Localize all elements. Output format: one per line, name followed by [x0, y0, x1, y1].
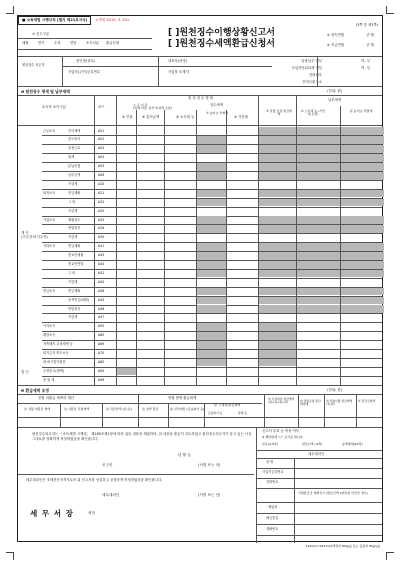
shaded-cell: [259, 350, 296, 358]
row-code: A05: [98, 164, 105, 169]
shaded-cell: [197, 305, 226, 313]
shaded-cell: [341, 270, 384, 278]
row-code: A22: [98, 199, 105, 204]
col-payment: 소 득 지 급 (과세 미달, 일부 비과세 포함): [133, 103, 172, 110]
refund-field-bank: 예입처: [268, 505, 278, 509]
shaded-cell: [259, 270, 296, 278]
shaded-cell: [341, 252, 384, 260]
agent-sign-note: (서명 또는 인): [198, 493, 221, 497]
shaded-cell: [117, 368, 136, 376]
shaded-cell: [197, 199, 226, 207]
declaration-date: 년 월 일: [178, 453, 191, 457]
s2-sub-16: ⑯ 신탁재산 (금융회사 등): [170, 407, 205, 411]
shaded-cell: [297, 145, 340, 153]
crop-mark-top-left: [6, 6, 14, 14]
row-category: 퇴직소득: [43, 190, 56, 195]
form-title: [168, 28, 275, 51]
col-paid-tax: 납부세액: [328, 98, 342, 102]
type-amend: 수정: [54, 41, 61, 45]
agent-declaration: 세무대리인은 조세전문자격자로서 위 신고서를 성실하고 공정하게 작성하였음을 확인합니다.: [26, 478, 163, 482]
shaded-cell: [297, 243, 340, 251]
signer-sign-note: (서명 또는 인): [198, 463, 221, 467]
tax-office: 세 무 서 장: [30, 509, 74, 518]
value-bulk: 여, 부: [361, 59, 370, 63]
shaded-cell: [341, 297, 384, 305]
label-paydate: ③ 지급연월: [326, 43, 344, 47]
shaded-cell: [197, 341, 226, 349]
shaded-cell: [259, 297, 296, 305]
attach-item-2: 환급(7쪽~9쪽): [302, 442, 323, 446]
row-code: A30: [98, 235, 105, 240]
label-reg-no: 사업자(주민)등록번호: [68, 70, 101, 74]
s2-sub-12: ⑫ 전월 미환급 세액: [24, 407, 51, 411]
label-unit-tax: 사업자단위과세 여부: [291, 66, 322, 70]
row-code: A69: [98, 342, 105, 347]
type-refund: 환급신청: [106, 41, 120, 45]
shaded-cell: [341, 261, 384, 269]
row-category: 수정신고(세액): [43, 368, 64, 373]
col-paid-rural: ⑪ 농어촌 특별세: [349, 109, 373, 113]
col-withholding: 원 천 징 수 명 세: [188, 96, 214, 100]
label-address: 사업장 소재지: [168, 70, 189, 74]
attach-note: ※ 해당란에 "○" 표시를 합니다.: [262, 435, 304, 439]
row-divider: [42, 376, 382, 377]
s2-adjust-total: ⑲ 당월조정 환급세액계: [300, 399, 321, 406]
shaded-cell: [259, 136, 296, 144]
row-code: A44: [98, 262, 105, 266]
row-code: A80: [98, 359, 105, 364]
shaded-cell: [259, 252, 296, 260]
col-code: 코드: [98, 105, 105, 109]
col-adjust: ⑨ 당월 조정 환급세액: [266, 109, 292, 116]
shaded-cell: [341, 225, 384, 233]
shaded-cell: [197, 145, 226, 153]
s2-current-refund: 당월 발생 환급세액: [168, 396, 197, 400]
row-category: 비거주자 양도소득: [43, 351, 69, 355]
attach-item-1: 부표(4-5쪽): [262, 442, 278, 446]
row-code: A10: [98, 181, 105, 186]
col-tax-collected: 징수세액: [210, 103, 224, 107]
form-ref-label: ■ 소득세법 시행규칙 [별지 제21호서식]: [18, 16, 91, 25]
shaded-cell: [259, 305, 296, 313]
shaded-cell: [341, 154, 384, 162]
col-people: ④ 인원: [122, 115, 133, 119]
col-paid-income: ⑩ 소득세 등 (가산세 포함): [300, 109, 326, 116]
row-subcategory: 종교인매월: [68, 253, 84, 258]
shaded-cell: [259, 261, 296, 269]
paper-spec: 210mm×297mm[백상지 80g/㎡ 또는 중질지 80g/㎡]: [305, 544, 380, 548]
form-reference: [18, 16, 130, 24]
section1-heading: ❶ 원천징수 명세 및 납부세액: [21, 89, 70, 94]
refund-field-type: 예금종류: [266, 516, 279, 520]
row-category: 사업소득: [43, 217, 56, 222]
label-corp-name: 법인명(상호): [76, 59, 96, 63]
shaded-cell: [259, 199, 296, 207]
row-code: A42: [98, 270, 105, 275]
shaded-cell: [259, 216, 296, 224]
shaded-cell: [197, 163, 226, 171]
row-code: A45: [98, 297, 105, 302]
shaded-cell: [341, 136, 384, 144]
row-divider: [42, 313, 382, 314]
row-category: 내·외국법인원천: [43, 359, 66, 364]
agent-field-phone: 전화번호: [266, 480, 279, 484]
row-category: 기타소득: [43, 244, 56, 249]
agent-label: 세무대리인: [102, 493, 120, 497]
shaded-cell: [341, 172, 384, 180]
row-code: A21: [98, 190, 105, 195]
row-subcategory: 가감계: [68, 279, 78, 284]
row-divider: [42, 180, 382, 181]
row-code: A90: [98, 368, 105, 373]
label-bulk: 일괄납부 여부: [301, 59, 322, 63]
shaded-cell: [197, 332, 226, 340]
shaded-cell: [197, 136, 226, 144]
row-code: A70: [98, 351, 105, 355]
row-subcategory: 합계: [68, 155, 75, 160]
row-subcategory: 그 외: [68, 270, 76, 275]
type-half: 반기: [38, 41, 45, 45]
col-total-pay: ⑤ 총지급액: [142, 115, 160, 119]
shaded-cell: [259, 225, 296, 233]
shaded-cell: [259, 323, 296, 331]
row-code: A02: [98, 137, 105, 142]
shaded-cell: [297, 297, 340, 305]
shaded-cell: [197, 288, 226, 296]
row-code: A50: [98, 324, 105, 329]
row-code: A26: [98, 226, 105, 231]
shaded-cell: [297, 172, 340, 180]
row-subcategory: 일용근로: [68, 146, 81, 151]
title-line-report: [ ]원천징수이행상황신고서: [168, 28, 275, 38]
row-subcategory: 연말정산: [68, 226, 81, 231]
shaded-cell: [197, 350, 226, 358]
withholding-tax-form: [17, 15, 383, 548]
label-phone: 전화번호: [308, 73, 322, 77]
shaded-cell: [297, 261, 340, 269]
section2-heading: ❷ 환급세액 조정: [21, 388, 49, 393]
shaded-cell: [259, 127, 296, 135]
agent-panel-heading: 세무대리인: [308, 452, 325, 456]
row-subcategory: 연금계좌: [68, 190, 81, 195]
label-attribution: ② 귀속연월: [326, 33, 344, 37]
shaded-cell: [259, 359, 296, 367]
shaded-cell: [197, 216, 226, 224]
shaded-cell: [259, 341, 296, 349]
shaded-cell: [297, 252, 340, 260]
shaded-cell: [259, 288, 296, 296]
shaded-cell: [259, 243, 296, 251]
shaded-cell: [341, 243, 384, 251]
row-subcategory: 연금계좌: [68, 244, 81, 249]
row-subcategory: 납부금액: [68, 173, 81, 177]
s2-sub-14: ⑭ 차감잔액 (⑫-⑬): [106, 407, 132, 411]
crop-mark-bottom-right: [386, 552, 394, 560]
row-subcategory: 연말정산: [68, 306, 81, 311]
shaded-cell: [259, 154, 296, 162]
row-code: A41: [98, 244, 105, 249]
type-yearend: 연말: [70, 41, 77, 45]
shaded-cell: [297, 163, 340, 171]
refund-heading: 국세환급금 계좌신고 (환급금액 2천만원 미만인 경우): [298, 491, 368, 495]
shaded-cell: [197, 359, 226, 367]
value-attribution: 년 월: [366, 33, 374, 37]
refund-field-account: 계좌번호: [266, 527, 279, 531]
row-subcategory: 가감계: [68, 235, 78, 240]
label-email: 전자우편주소: [302, 80, 322, 84]
row-divider: [42, 233, 382, 234]
row-code: A99: [98, 377, 105, 382]
row-code: A48: [98, 288, 105, 293]
row-divider: [42, 207, 382, 208]
row-code: A47: [98, 315, 105, 320]
shaded-cell: [197, 252, 226, 260]
shaded-cell: [297, 154, 340, 162]
shaded-cell: [259, 145, 296, 153]
label-representative: 대표자(성명): [168, 59, 188, 63]
section1-unit: (단위: 원): [327, 89, 342, 93]
s2-prev-unrefunded: 전월 미환급 세액의 계산: [38, 396, 74, 400]
type-monthly: 매월: [22, 41, 29, 45]
row-category: 총 합 계: [43, 377, 55, 382]
shaded-cell: [197, 261, 226, 269]
row-category: 저축해지 추징세액 등: [43, 342, 73, 347]
shaded-cell: [341, 199, 384, 207]
declaration-text: 원천징수의무자는 「소득세법 시행령」 제185조제1항에 따라 위의 내용을 제출하며, 위 내용을 충분히 검토하였고 원천징수의무자가 알고 있는 사실 그대로를 정확하게 작성하였음을 확인합니다.: [32, 432, 252, 441]
row-code: A46: [98, 306, 105, 311]
agent-field-regno: 사업자등록번호: [262, 470, 284, 474]
shaded-cell: [341, 288, 384, 296]
attach-heading: 신고서 부표 등 작성 여부: [262, 429, 300, 433]
s2-adjust-target: ⑱ 조정대상 환급세액 (⑭+⑮+⑯+⑰): [268, 397, 295, 404]
row-subcategory: 중도퇴사: [68, 137, 81, 142]
shaded-cell: [341, 163, 384, 171]
row-subcategory: 그 외: [68, 199, 76, 204]
label-withholder: 원천징수 의무자: [22, 63, 45, 67]
shaded-cell: [297, 136, 340, 144]
value-unit-tax: 여, 부: [361, 66, 370, 70]
row-code: A20: [98, 208, 105, 213]
shaded-cell: [297, 216, 340, 224]
shaded-cell: [341, 127, 384, 135]
revision-note: <개정 2019. 3. 20>: [95, 17, 130, 22]
title-line-refund: [ ]원천징수세액환급신청서: [168, 39, 275, 50]
row-code: A04: [98, 155, 105, 160]
row-code: A25: [98, 217, 105, 222]
shaded-cell: [297, 270, 340, 278]
shaded-cell: [341, 305, 384, 313]
shaded-cell: [197, 297, 226, 305]
row-subcategory: 매월징수: [68, 217, 81, 222]
row-code: A43: [98, 253, 105, 258]
col-income-tax: ⑥ 소득세 등: [176, 115, 195, 119]
row-category: 연금소득: [43, 288, 56, 293]
shaded-cell: [297, 199, 340, 207]
row-subcategory: 가감계: [68, 181, 78, 186]
row-code: A40: [98, 279, 105, 284]
shaded-cell: [197, 323, 226, 331]
s2-carry-over: ⑳ 차월이월 환급세액 (⑱-⑲): [326, 399, 353, 406]
report-type-heading: ① 신고구분: [32, 32, 50, 36]
shaded-cell: [259, 190, 296, 198]
office-suffix: 귀하: [88, 511, 95, 515]
shaded-cell: [197, 243, 226, 251]
row-code: A01: [98, 128, 105, 133]
shaded-cell: [297, 127, 340, 135]
row-code: A06: [98, 173, 105, 177]
s2-refund-request: ㉑ 환급신청액: [358, 399, 376, 403]
shaded-cell: [259, 172, 296, 180]
s2-sub-17: ⑰ 그 밖의 환급세액: [214, 403, 241, 407]
value-paydate: 년 월: [366, 43, 374, 47]
group-corporate: 법 인: [21, 370, 29, 374]
row-code: A60: [98, 333, 105, 338]
row-divider: [42, 367, 382, 368]
row-category: 배당소득: [43, 333, 56, 338]
row-divider: [42, 278, 382, 279]
page-number: (3쪽 중 제1쪽): [355, 23, 378, 27]
shaded-cell: [297, 225, 340, 233]
shaded-cell: [197, 172, 226, 180]
row-subcategory: 가감계: [68, 208, 78, 213]
s2-sub-15: ⑮ 일반 환급: [142, 407, 159, 411]
shaded-cell: [341, 216, 384, 224]
row-code: A03: [98, 146, 105, 151]
row-subcategory: 종교인연말: [68, 262, 84, 266]
crop-mark-top-right: [386, 6, 394, 14]
section2-unit: (단위: 원): [327, 388, 342, 392]
col-add-tax: ⑧ 가산세: [234, 115, 248, 119]
attach-item-3: 승계명세(10쪽): [342, 442, 363, 446]
shaded-cell: [197, 270, 226, 278]
crop-mark-bottom-left: [6, 552, 14, 560]
row-subcategory: 간이세액: [68, 128, 81, 133]
row-subcategory: 가감계: [68, 315, 78, 320]
shaded-cell: [259, 163, 296, 171]
row-category: 근로소득: [43, 128, 56, 133]
s2-sub-13: ⑬ 기환급 신청세액: [64, 407, 90, 411]
row-category: 이자소득: [43, 324, 56, 329]
shaded-cell: [197, 225, 226, 233]
shaded-cell: [341, 190, 384, 198]
col-income-type: 소득자 소득구분: [42, 105, 67, 109]
row-subcategory: 분납신청: [68, 164, 81, 169]
type-disposal: 소득처분: [86, 41, 100, 45]
shaded-cell: [341, 145, 384, 153]
row-subcategory: 공적연금(매월): [68, 297, 89, 302]
agent-field-name: 성 명: [266, 460, 274, 464]
shaded-cell: [259, 332, 296, 340]
group-individual: 개 인 (거주자·비거주자): [21, 231, 48, 240]
shaded-cell: [297, 305, 340, 313]
shaded-cell: [297, 288, 340, 296]
s2-sub-merger: 합병 등: [238, 411, 247, 415]
shaded-cell: [297, 190, 340, 198]
signer-label: 신고인: [102, 463, 113, 467]
col-rural-tax: ⑦ 농어촌 특별세: [206, 111, 228, 115]
shaded-cell: [197, 190, 226, 198]
row-subcategory: 연금계좌: [68, 288, 81, 293]
s2-sub-financial: 금융회사 등: [208, 411, 223, 415]
